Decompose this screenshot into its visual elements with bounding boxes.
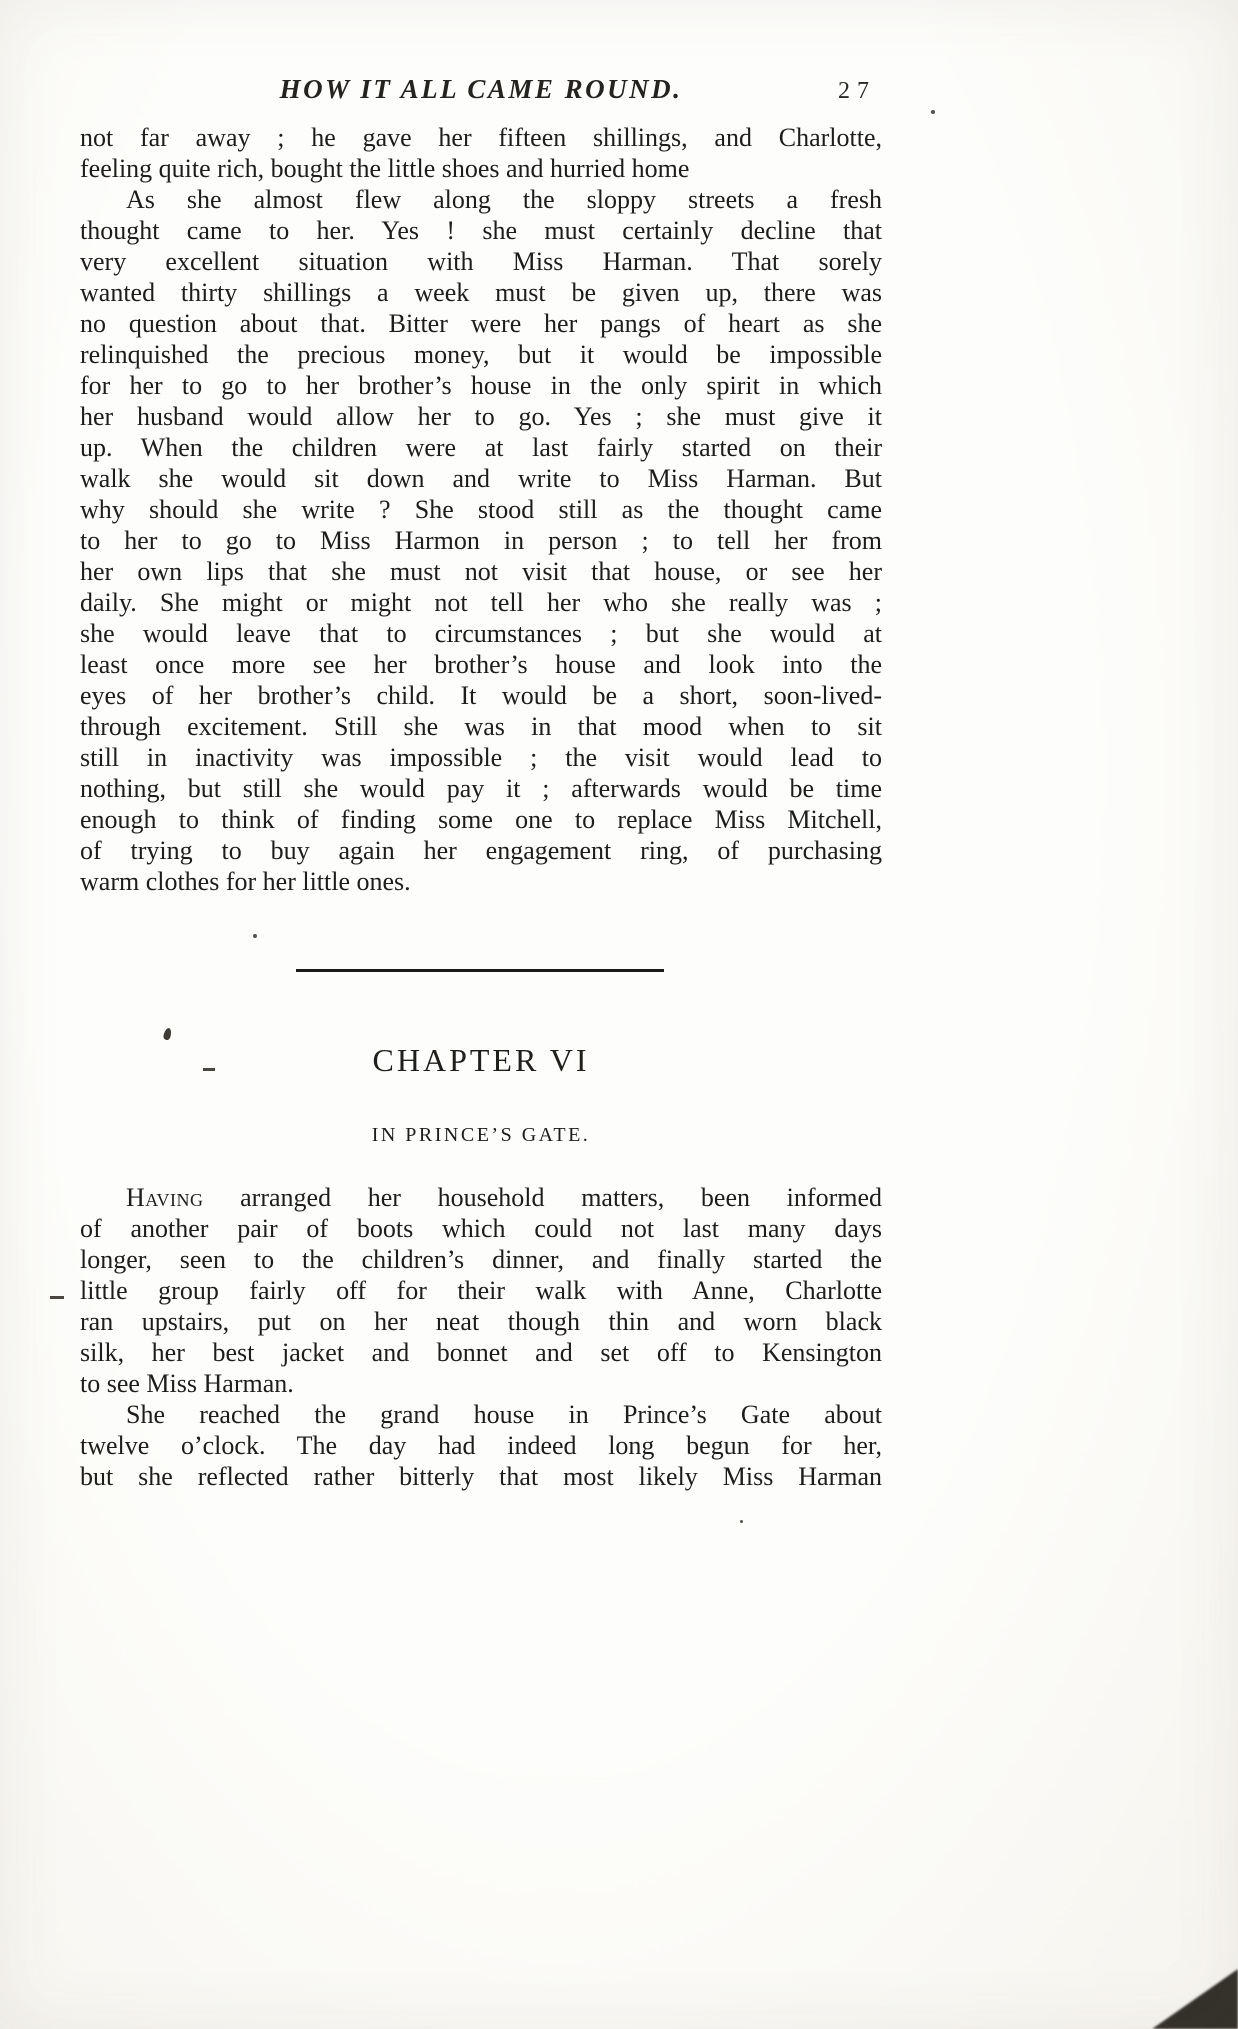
section-divider-rule <box>296 969 664 972</box>
chapter-paragraph-1 <box>80 1182 882 1399</box>
text-line: longer, seen to the children’s dinner, and finally started the <box>80 1245 882 1274</box>
text-line <box>80 1182 882 1213</box>
text-line: not far away ; he gave her fifteen shillings, and Charlotte, <box>80 123 882 152</box>
text-line: to her to go to Miss Harmon in person ; to tell her from <box>80 526 882 555</box>
text-line: but she reflected rather bitterly that most likely Miss Harman <box>80 1462 882 1491</box>
page-corner-shadow <box>1152 1969 1238 2029</box>
lead-line-rest: arranged her household matters, been informed <box>203 1183 882 1212</box>
text-line: her own lips that she must not visit that house, or see her <box>80 557 882 586</box>
text-line: thought came to her. Yes ! she must certainly decline that <box>80 216 882 245</box>
text-line: enough to think of finding some one to replace Miss Mitchell, <box>80 805 882 834</box>
text-line: daily. She might or might not tell her who she really was ; <box>80 588 882 617</box>
chapter-paragraph-1-lines <box>80 1213 882 1399</box>
text-line: She reached the grand house in Prince’s Gate about <box>126 1400 882 1429</box>
text-line: little group fairly off for their walk with Anne, Charlotte <box>80 1276 882 1305</box>
running-header-title: HOW IT ALL CAME ROUND. <box>279 74 683 104</box>
small-caps-lead: Having <box>126 1183 204 1212</box>
text-line: relinquished the precious money, but it would be impossible <box>80 340 882 369</box>
text-line: for her to go to her brother’s house in the only spirit in which <box>80 371 882 400</box>
chapter-subheading: IN PRINCE’S GATE. <box>371 1124 591 1146</box>
scan-artifact-dot <box>740 1520 743 1523</box>
text-line: why should she write ? She stood still as the thought came <box>80 495 882 524</box>
chapter-heading: CHAPTER VI <box>372 1042 590 1078</box>
page-header <box>80 74 882 110</box>
chapter-paragraph-2 <box>80 1399 882 1492</box>
text-line: twelve o’clock. The day had indeed long begun for her, <box>80 1431 882 1460</box>
text-line: to see Miss Harman. <box>80 1369 294 1398</box>
text-line: eyes of her brother’s child. It would be a short, soon-lived- <box>80 681 882 710</box>
text-line: her husband would allow her to go. Yes ; she must give it <box>80 402 882 431</box>
scan-artifact-mark <box>163 1027 173 1040</box>
text-line: ran upstairs, put on her neat though thin and worn black <box>80 1307 882 1336</box>
scan-artifact-dash <box>203 1068 215 1071</box>
text-line: least once more see her brother’s house and look into the <box>80 650 882 679</box>
text-line: up. When the children were at last fairly started on their <box>80 433 882 462</box>
text-line: very excellent situation with Miss Harman. That sorely <box>80 247 882 276</box>
text-line: silk, her best jacket and bonnet and set off to Kensington <box>80 1338 882 1367</box>
body-text-top <box>80 122 882 897</box>
scan-artifact-dash <box>50 1296 64 1299</box>
text-line: no question about that. Bitter were her pangs of heart as she <box>80 309 882 338</box>
text-line: As she almost flew along the sloppy streets a fresh <box>126 185 882 214</box>
paragraph-main <box>80 184 882 897</box>
chapter-body <box>80 1182 882 1492</box>
text-line: wanted thirty shillings a week must be given up, there was <box>80 278 882 307</box>
text-line: warm clothes for her little ones. <box>80 867 411 896</box>
paragraph-continuation <box>80 122 882 184</box>
scan-artifact-dot <box>253 934 257 938</box>
text-line: of trying to buy again her engagement ring, of purchasing <box>80 836 882 865</box>
text-line: of another pair of boots which could not last many days <box>80 1214 882 1243</box>
text-line: she would leave that to circumstances ; but she would at <box>80 619 882 648</box>
text-line: walk she would sit down and write to Miss Harman. But <box>80 464 882 493</box>
page-number: 27 <box>838 78 876 104</box>
text-line: still in inactivity was impossible ; the visit would lead to <box>80 743 882 772</box>
text-line: feeling quite rich, bought the little shoes and hurried home <box>80 154 690 183</box>
text-line: through excitement. Still she was in that mood when to sit <box>80 712 882 741</box>
text-line: nothing, but still she would pay it ; afterwards would be time <box>80 774 882 803</box>
scan-artifact-dot <box>931 110 935 114</box>
